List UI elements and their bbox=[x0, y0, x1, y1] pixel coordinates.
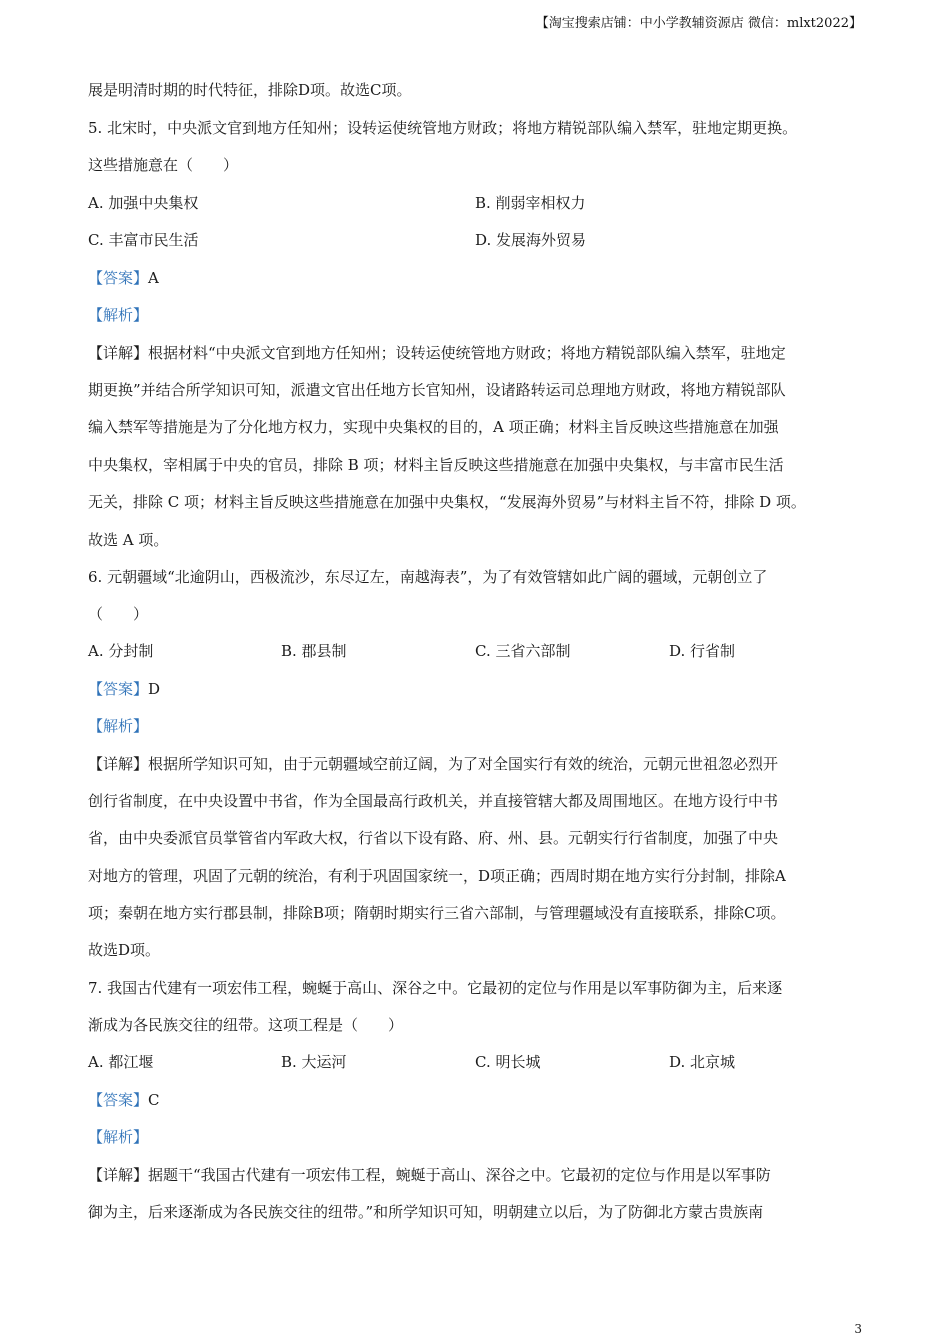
q6-detail-line-6: 故选D项。 bbox=[88, 941, 161, 959]
answer-tag: 【答案】 bbox=[88, 680, 149, 698]
q7-option-b: B. 大运河 bbox=[281, 1053, 347, 1071]
q6-detail-line-3: 省，由中央委派官员掌管省内军政大权，行省以下设有路、府、州、县。元朝实行行省制度，加强了中央 bbox=[88, 829, 779, 847]
q5-detail-line-4: 中央集权，宰相属于中央的官员，排除 B 项；材料主旨反映这些措施意在加强中央集权，与丰富市民生活 bbox=[88, 456, 784, 474]
q6-option-d: D. 行省制 bbox=[669, 642, 736, 660]
q5-option-b: B. 削弱宰相权力 bbox=[475, 194, 586, 212]
q5-detail-line-5: 无关，排除 C 项；材料主旨反映这些措施意在加强中央集权，“发展海外贸易”与材料主旨不符，排除 D 项。 bbox=[88, 493, 806, 511]
q6-detail-line-1 bbox=[88, 754, 870, 774]
detail-tag: 【详解】 bbox=[88, 755, 149, 773]
answer-tag: 【答案】 bbox=[88, 1091, 149, 1109]
q7-detail-line-1 bbox=[88, 1165, 870, 1185]
q5-option-d: D. 发展海外贸易 bbox=[475, 231, 587, 249]
q7-option-c: C. 明长城 bbox=[475, 1053, 541, 1071]
q6-stem-line-1: 6. 元朝疆域“北逾阴山，西极流沙，东尽辽左，南越海表”，为了有效管辖如此广阔的疆域，元朝创立了 bbox=[88, 568, 768, 586]
q5-detail-line-3: 编入禁军等措施是为了分化地方权力，实现中央集权的目的，A 项正确；材料主旨反映这些措施意在加强 bbox=[88, 418, 779, 436]
q6-detail-line-5: 项；秦朝在地方实行郡县制，排除B项；隋朝时期实行三省六部制，与管理疆域没有直接联系，排除C项。 bbox=[88, 904, 786, 922]
previous-answer-tail: 展是明清时期的时代特征，排除D项。故选C项。 bbox=[88, 81, 412, 99]
answer-value: C bbox=[148, 1091, 160, 1109]
q5-option-c: C. 丰富市民生活 bbox=[88, 231, 199, 249]
answer-value: D bbox=[148, 680, 161, 698]
q5-analysis-tag: 【解析】 bbox=[88, 306, 149, 324]
q7-option-d: D. 北京城 bbox=[669, 1053, 736, 1071]
answer-tag: 【答案】 bbox=[88, 269, 149, 287]
q5-option-a: A. 加强中央集权 bbox=[88, 194, 199, 212]
q6-option-c: C. 三省六部制 bbox=[475, 642, 571, 660]
q7-stem-line-1: 7. 我国古代建有一项宏伟工程，蜿蜒于高山、深谷之中。它最初的定位与作用是以军事防御为主，后来逐 bbox=[88, 979, 783, 997]
q5-detail-line-1 bbox=[88, 343, 870, 363]
q6-detail-line-2: 创行省制度，在中央设置中书省，作为全国最高行政机关，并直接管辖大都及周围地区。在地方设行中书 bbox=[88, 792, 779, 810]
page-header: 【淘宝搜索店铺：中小学教辅资源店 微信：mlxt2022】 bbox=[535, 16, 862, 31]
q5-answer bbox=[88, 268, 870, 288]
answer-value: A bbox=[148, 269, 159, 287]
q5-detail-line-2: 期更换”并结合所学知识可知，派遣文官出任地方长官知州，设诸路转运司总理地方财政，将地方精锐部队 bbox=[88, 381, 786, 399]
detail-text: 据题干“我国古代建有一项宏伟工程，蜿蜒于高山、深谷之中。它最初的定位与作用是以军事防 bbox=[148, 1166, 771, 1184]
q5-detail-line-6: 故选 A 项。 bbox=[88, 531, 169, 549]
q5-stem-line-1: 5. 北宋时，中央派文官到地方任知州；设转运使统管地方财政；将地方精锐部队编入禁军，驻地定期更换。 bbox=[88, 119, 798, 137]
q6-answer bbox=[88, 679, 870, 699]
q7-answer bbox=[88, 1090, 870, 1110]
q6-analysis-tag: 【解析】 bbox=[88, 717, 149, 735]
q6-option-b: B. 郡县制 bbox=[281, 642, 347, 660]
q6-detail-line-4: 对地方的管理，巩固了元朝的统治，有利于巩固国家统一，D项正确；西周时期在地方实行分封制，排除A bbox=[88, 867, 786, 885]
detail-tag: 【详解】 bbox=[88, 344, 149, 362]
q7-stem-line-2: 渐成为各民族交往的纽带。这项工程是（ ） bbox=[88, 1016, 404, 1034]
detail-tag: 【详解】 bbox=[88, 1166, 149, 1184]
q7-option-a: A. 都江堰 bbox=[88, 1053, 154, 1071]
detail-text: 根据所学知识可知，由于元朝疆域空前辽阔，为了对全国实行有效的统治，元朝元世祖忽必烈开 bbox=[148, 755, 779, 773]
q7-detail-line-2: 御为主，后来逐渐成为各民族交往的纽带。”和所学知识可知，明朝建立以后，为了防御北方蒙古贵族南 bbox=[88, 1203, 764, 1221]
q6-option-a: A. 分封制 bbox=[88, 642, 154, 660]
q5-stem-line-2: 这些措施意在（ ） bbox=[88, 156, 239, 174]
q6-stem-line-2: （ ） bbox=[88, 605, 149, 623]
detail-text: 根据材料“中央派文官到地方任知州；设转运使统管地方财政；将地方精锐部队编入禁军，驻地定 bbox=[148, 344, 786, 362]
q7-analysis-tag: 【解析】 bbox=[88, 1128, 149, 1146]
page-number: 3 bbox=[854, 1322, 862, 1336]
